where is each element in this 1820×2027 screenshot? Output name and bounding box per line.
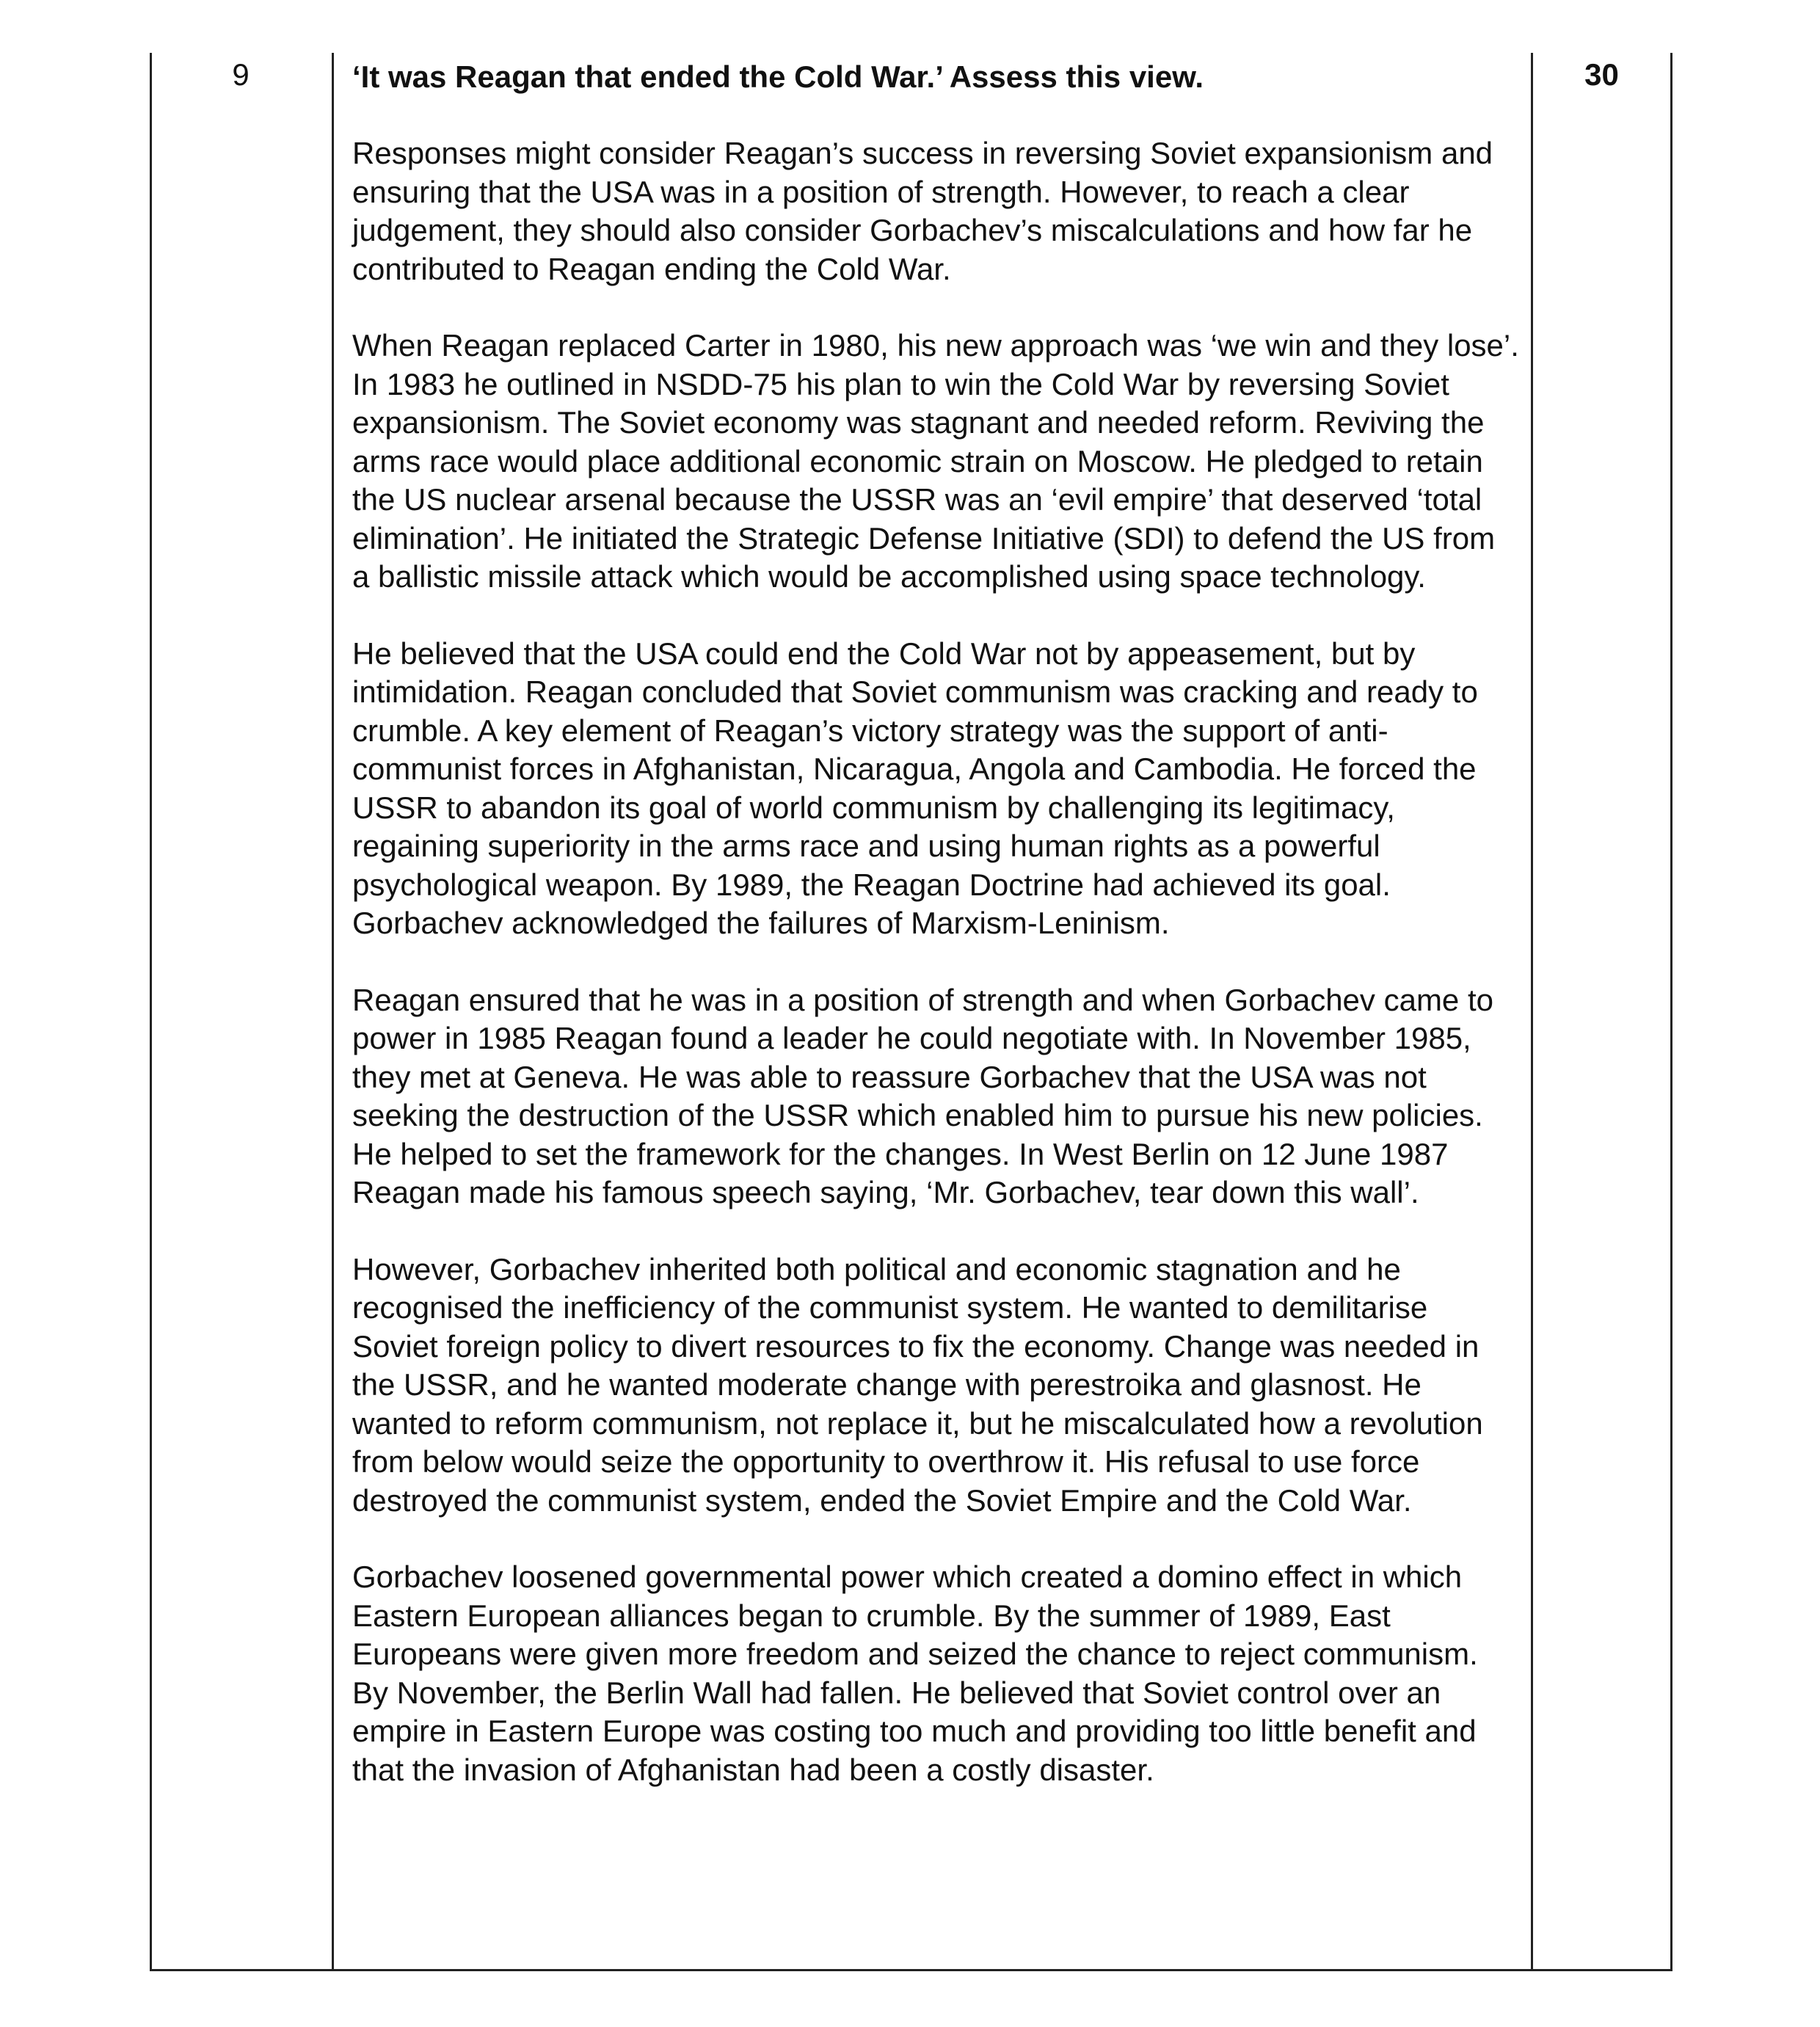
guidance-paragraph-3: He believed that the USA could end the Cold War not by appeasement, but by intimidation. Reagan concluded that Soviet communism was cracking and ready to crumble. A key element of Reagan’s victory strategy was the support of anti-communist forces in Afghanistan, Nicaragua, Angola and Cambodia. He forced the USSR to abandon its goal of world communism by challenging its legitimacy, regaining superiority in the arms race and using human rights as a powerful psychological weapon. By 1989, the Reagan Doctrine had achieved its goal. Gorbachev acknowledged the failures of Marxism-Leninism. [352,636,1478,940]
table-border-left [150,53,152,1969]
guidance-paragraph-1: Responses might consider Reagan’s success in reversing Soviet expansionism and ensuring that the USA was in a position of strength. However, to reach a clear judgement, they should also consider Gorbachev’s miscalculations and how far he contributed to Reagan ending the Cold War. [352,136,1493,286]
marks-value: 30 [1584,57,1619,92]
answer-guidance-cell [352,57,1519,1827]
guidance-paragraph-6: Gorbachev loosened governmental power which created a domino effect in which Eastern European alliances began to crumble. By the summer of 1989, East Europeans were given more freedom and seized the chance to reject communism. By November, the Berlin Wall had fallen. He believed that Soviet control over an empire in Eastern Europe was costing too much and providing too little benefit and that the invasion of Afghanistan had been a costly disaster. [352,1560,1478,1787]
question-number: 9 [232,57,250,92]
mark-scheme-table [150,53,1672,1971]
table-divider-number [332,53,334,1969]
table-divider-marks [1531,53,1533,1969]
guidance-paragraph-2: When Reagan replaced Carter in 1980, his new approach was ‘we win and they lose’. In 1983 he outlined in NSDD-75 his plan to win the Cold War by reversing Soviet expansionism. The Soviet economy was stagnant and needed reform. Reviving the arms race would place additional economic strain on Moscow. He pledged to retain the US nuclear arsenal because the USSR was an ‘evil empire’ that deserved ‘total elimination’. He initiated the Strategic Defense Initiative (SDI) to defend the US from a ballistic missile attack which would be accomplished using space technology. [352,328,1519,594]
question-text: ‘It was Reagan that ended the Cold War.’ Assess this view. [352,59,1204,94]
guidance-paragraph-5: However, Gorbachev inherited both political and economic stagnation and he recognised the inefficiency of the communist system. He wanted to demilitarise Soviet foreign policy to divert resources to fix the economy. Change was needed in the USSR, and he wanted moderate change with perestroika and glasnost. He wanted to reform communism, not replace it, but he miscalculated how a revolution from below would seize the opportunity to overthrow it. His refusal to use force destroyed the communist system, ended the Soviet Empire and the Cold War. [352,1251,1483,1518]
guidance-paragraph-4: Reagan ensured that he was in a position of strength and when Gorbachev came to power in 1985 Reagan found a leader he could negotiate with. In November 1985, they met at Geneva. He was able to reassure Gorbachev that the USA was not seeking the destruction of the USSR which enabled him to pursue his new policies. He helped to set the framework for the changes. In West Berlin on 12 June 1987 Reagan made his famous speech saying, ‘Mr. Gorbachev, tear down this wall’. [352,982,1493,1209]
table-border-right [1670,53,1672,1969]
